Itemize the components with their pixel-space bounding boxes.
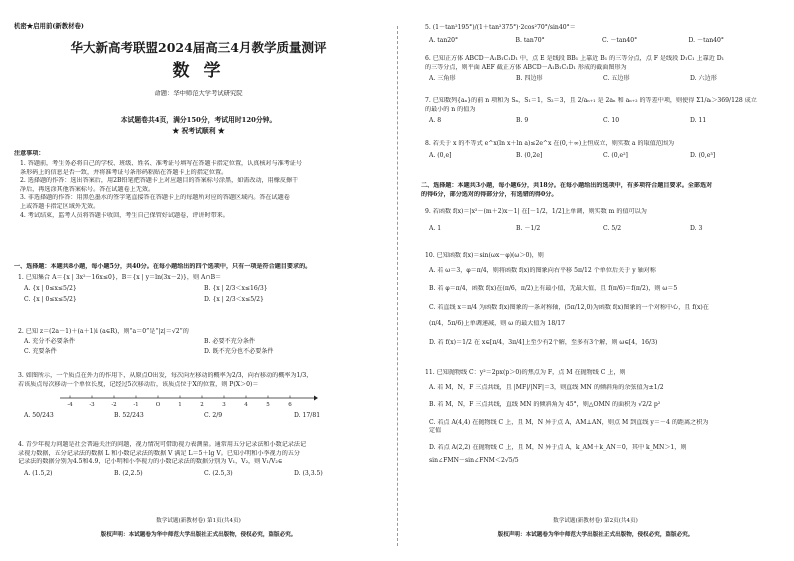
axis-tick-label: 2 (200, 402, 204, 409)
q10-option-a[interactable]: A. 若 ω＝3，φ＝π/4，则将函数 f(x)的图象向右平移 5π/12 个单位后关于 y 轴对称 (429, 266, 656, 274)
q3-option-b[interactable]: B. 52/243 (114, 412, 144, 420)
axis-tick-label: 6 (288, 402, 292, 409)
note-line: 4. 考试结束，监考人员将答题卡收回，考生自己保管好试题卷，评讲时带来。 (20, 211, 229, 219)
axis-tick-label: 5 (266, 402, 270, 409)
q1-option-b[interactable]: B. {x | 2/3＜x≤16/3} (204, 284, 268, 292)
q11-stem: 11. 已知抛物线 C：y²＝2px(p＞0)的焦点为 F，点 M 在抛物线 C 上，则 (425, 369, 626, 376)
q8-stem: 8. 若关于 x 的不等式 e^x(ln x＋ln a)≤2e^x 在(0,＋∞)上恒成立，则实数 a 的取值范围为 (425, 140, 675, 147)
section-2-line: 二、选择题：本题共3小题，每小题6分，共18分。在每小题给出的选项中，有多项符合题目要求。全部选对 (421, 182, 713, 189)
q1-options (18, 283, 384, 305)
q11-option-b[interactable]: B. 若 M，N，F 三点共线，直线 MN 的倾斜角为 45°，则△OMN 的面积为 √2/2 p² (429, 401, 661, 409)
q4-stem-line: 记录法的数据分别为4.5和4.9，记小明和小李视力的小数记录法的数据分别为 V₁，V₂，则 V₁/V₂∈ (18, 458, 283, 466)
q5-option-a[interactable]: A. tan20° (429, 36, 459, 44)
q2-options (18, 337, 384, 357)
note-line: 2. 选择题的作答：选出答案后，用2B铅笔把答题卡上对应题目的答案标号涂黑，如需改动，用橡皮擦干 (20, 177, 299, 185)
q7-option-b[interactable]: B. 9 (516, 117, 529, 125)
q7-stem-line: 7. 已知数列{aₙ}的前 n 项和为 Sₙ，S₁＝1，S₂＝3，且 2/aₙ₊₁ 是 2aₙ 和 aₙ₊₂ 的等差中项，则使得 Σ1/aᵢ＞369/128 成立 (425, 97, 757, 104)
q2-option-a[interactable]: A. 充分不必要条件 (24, 337, 75, 345)
question-5 (425, 24, 775, 45)
q11-option-c-cont: 定值 (429, 427, 442, 435)
q9-option-a[interactable]: A. 1 (429, 224, 442, 232)
question-4 (18, 441, 384, 478)
q8-option-a[interactable]: A. (0,e] (429, 151, 452, 159)
q10-option-c-cont: (π/4，5π/6)上单调递减，则 ω 的最大值为 18/17 (429, 320, 566, 328)
q4-stem-line: 录视力数据，五分记录法的数据 L 和小数记录法的数据 V 满足 L＝5＋lg V。已知小明和小李视力的五分 (18, 449, 300, 457)
q2-option-d[interactable]: D. 既不充分也不必要条件 (204, 347, 274, 355)
number-line-svg (58, 392, 318, 410)
q4-option-c[interactable]: C. (2.5,3) (204, 469, 233, 477)
exam-info: 本试题卷共4页，满分150分，考试用时120分钟。 (120, 116, 277, 124)
q2-option-c[interactable]: C. 充要条件 (24, 347, 57, 355)
q7-stem-line: 的最小的 n 的值为 (425, 105, 476, 113)
question-11 (425, 369, 777, 465)
q1-option-d[interactable]: D. {x | 2/3＜x≤5/2} (204, 295, 264, 303)
q7-options (425, 117, 777, 126)
q8-option-d[interactable]: D. (0,e³] (690, 151, 716, 159)
q5-options (425, 37, 775, 46)
axis-tick-label: -2 (111, 402, 117, 409)
q7-option-a[interactable]: A. 8 (429, 117, 442, 125)
axis-ticks (67, 396, 292, 409)
axis-arrow (314, 396, 318, 401)
good-luck: ★ 祝考试顺利 ★ (172, 127, 225, 135)
q8-option-c[interactable]: C. (0,e²] (603, 151, 628, 159)
q9-options (425, 225, 777, 234)
q7-option-d[interactable]: D. 11 (690, 117, 707, 125)
q1-stem: 1. 已知集合 A＝{x | 3x²－16x≤0}，B＝{x | y＝ln(3x－2)}，则 A∩B＝ (18, 274, 222, 281)
q3-option-c[interactable]: C. 2/9 (204, 412, 223, 420)
q4-stem-line: 4. 青少年视力问题是社会普遍关注的问题，视力情况可借助视力表测量。通常用五分记录法和小数记录法记 (18, 441, 307, 448)
q11-option-c[interactable]: C. 若点 A(4,4) 在抛物线 C 上，且 M，N 异于点 A，AM⊥AN，则点 M 到直线 y＝－4 的距离之积为 (429, 418, 709, 426)
q6-option-b[interactable]: B. 四边形 (516, 75, 543, 83)
section-2-heading (421, 182, 777, 199)
q9-option-c[interactable]: C. 5/2 (603, 224, 622, 232)
question-6 (425, 55, 777, 84)
q6-option-a[interactable]: A. 三角形 (429, 75, 456, 83)
axis-tick-label: 4 (244, 402, 248, 409)
q6-option-d[interactable]: D. 六边形 (690, 75, 717, 83)
q10-option-b[interactable]: B. 若 φ＝π/4，函数 f(x)在(π/6，π/2)上有最小值，无最大值，且 f(π/6)＝f(π/2)，则 ω＝5 (429, 285, 678, 293)
q10-stem: 10. 已知函数 f(x)＝sin(ωx－φ)(ω＞0)，则 (425, 252, 544, 259)
q3-options (18, 412, 384, 421)
q9-option-b[interactable]: B. －1/2 (516, 224, 541, 232)
axis-tick-label: 1 (178, 402, 182, 409)
q5-option-b[interactable]: B. tan70° (515, 36, 545, 44)
question-10 (425, 252, 777, 348)
axis-tick-label: -3 (89, 402, 95, 409)
q6-stem-line: 6. 已知正方体 ABCD－A₁B₁C₁D₁ 中，点 E 是线段 BB₁ 上靠近 B₁ 的三等分点，点 F 是线段 D₁C₁ 上靠近 D₁ (425, 55, 725, 62)
axis-tick-label: O (155, 402, 161, 409)
q5-option-d[interactable]: D. －tan40° (688, 36, 724, 44)
q1-option-a[interactable]: A. {x | 0≤x≤5/2} (24, 284, 77, 292)
exam-title: 华大新高考联盟2024届高三4月教学质量测评 (70, 40, 327, 55)
number-line (58, 392, 318, 410)
axis-tick-label: -1 (133, 402, 139, 409)
q11-option-d[interactable]: D. 若点 A(2,2) 在抛物线 C 上，且 M，N 异于点 A，k_AM＋k_AN＝0，其中 k_MN＞1，则 (429, 443, 687, 451)
q7-option-c[interactable]: C. 10 (603, 117, 620, 125)
confidential-badge: 机密★启用前(新教材卷) (14, 22, 84, 30)
right-page-footer: 数学试题(新教材卷) 第2页(共4页) (553, 518, 638, 524)
q1-option-c[interactable]: C. {x | 0≤x≤5/2} (24, 295, 77, 303)
q8-options (425, 152, 777, 161)
note-line: 条形码上的信息是否一致，并将准考证号条形码粘贴在答题卡上的指定位置。 (20, 168, 228, 176)
left-page-footer: 数学试题(新教材卷) 第1页(共4页) (156, 518, 241, 524)
note-line: 上或答题卡指定区域外无效。 (20, 202, 100, 210)
q2-option-b[interactable]: B. 必要不充分条件 (204, 337, 256, 345)
notes-title: 注意事项： (14, 150, 45, 157)
q3-stem-line: 若该质点每次移动一个单位长度，记经过5次移动后，该质点位于X的位置，则 P(X＞0)＝ (18, 380, 259, 388)
q6-options (425, 75, 777, 84)
q3-stem-line: 3. 如图所示，一个质点在外力的作用下，从原点O出发，每次向左移动的概率为2/3，向右移动的概率为1/3， (18, 372, 313, 379)
q4-option-d[interactable]: D. (3,3.5) (294, 469, 323, 477)
notes-list (20, 160, 382, 220)
q10-option-d[interactable]: D. 若 f(x)＝1/2 在 x∈[π/4，3π/4]上至少有2个解，至多有3个解，则 ω∈[4，16/3) (429, 338, 658, 346)
axis-tick-label: 3 (222, 402, 226, 409)
q9-stem: 9. 若函数 f(x)＝|x²－(m＋2)x－1| 在[－1/2，1/2]上单调，则实数 m 的值可以为 (425, 208, 647, 215)
note-line: 3. 非选择题的作答：用黑色墨水的签字笔直接答在答题卡上的每题所对应的答题区域内。答在试题卷 (20, 194, 290, 202)
q4-option-a[interactable]: A. (1.5,2) (24, 469, 53, 477)
q3-option-a[interactable]: A. 50/243 (24, 412, 54, 420)
q4-option-b[interactable]: B. (2,2.5) (114, 469, 143, 477)
left-copyright: 版权声明：本试题卷为华中师范大学出版社正式出版物，侵权必究，盗版必究。 (100, 532, 297, 538)
note-line: 1. 答题前，考生务必将自己的学校、班级、姓名、准考证号填写在答题卡指定位置，认真核对与准考证号 (20, 160, 302, 167)
right-copyright: 版权声明：本试题卷为华中师范大学出版社正式出版物，侵权必究，盗版必究。 (497, 532, 694, 538)
q11-option-d-cont: sin∠FMN－sin∠FNM＜2√5/5 (429, 456, 519, 464)
q9-option-d[interactable]: D. 3 (690, 224, 703, 232)
question-8 (425, 140, 777, 160)
q8-option-b[interactable]: B. (0,2e] (516, 151, 543, 159)
section-1-heading: 一、选择题：本题共8小题，每小题5分，共40分。在每小题给出的四个选项中，只有一项是符合题目要求的。 (14, 263, 312, 270)
q11-option-a[interactable]: A. 若 M，N，F 三点共线，且 |MF|/|NF|＝3，则直线 MN 的倾斜角的余弦值为±1/2 (429, 383, 664, 391)
note-line: 净后，再选涂其他答案标号。答在试题卷上无效。 (20, 185, 155, 193)
question-9 (425, 208, 777, 233)
q5-stem: 5. (1－tan²195°)/(1＋tan²375°)·2cos²70°/sin40°＝ (425, 24, 576, 31)
section-2-line: 的得6分，部分选对的得部分分，有选错的得0分。 (421, 190, 558, 198)
q2-stem: 2. 已知 z＝(2a－1)＋(a＋1)i (a∈R)，则“a＝0”是“|z|＝√2”的 (18, 328, 189, 335)
q3-option-d[interactable]: D. 17/81 (294, 412, 321, 420)
question-3 (18, 372, 384, 421)
q5-option-c[interactable]: C. －tan40° (602, 36, 638, 44)
question-7 (425, 97, 777, 126)
setter-line: 命题：华中师范大学考试研究院 (154, 90, 243, 97)
question-1 (18, 274, 384, 305)
q6-option-c[interactable]: C. 五边形 (603, 75, 630, 83)
subject-title: 数 学 (172, 61, 225, 81)
question-2 (18, 328, 384, 357)
q4-options (18, 470, 384, 479)
q10-option-c[interactable]: C. 若直线 x＝π/4 为函数 f(x)图象的一条对称轴，(5π/12,0)为函数 f(x)图象的一个对称中心，且 f(x)在 (429, 303, 709, 311)
right-page (397, 0, 794, 561)
q6-stem-line: 的三等分点，则平面 AEF 截正方体 ABCD－A₁B₁C₁D₁ 形成的截面图形为 (425, 63, 627, 71)
axis-tick-label: -4 (67, 402, 73, 409)
